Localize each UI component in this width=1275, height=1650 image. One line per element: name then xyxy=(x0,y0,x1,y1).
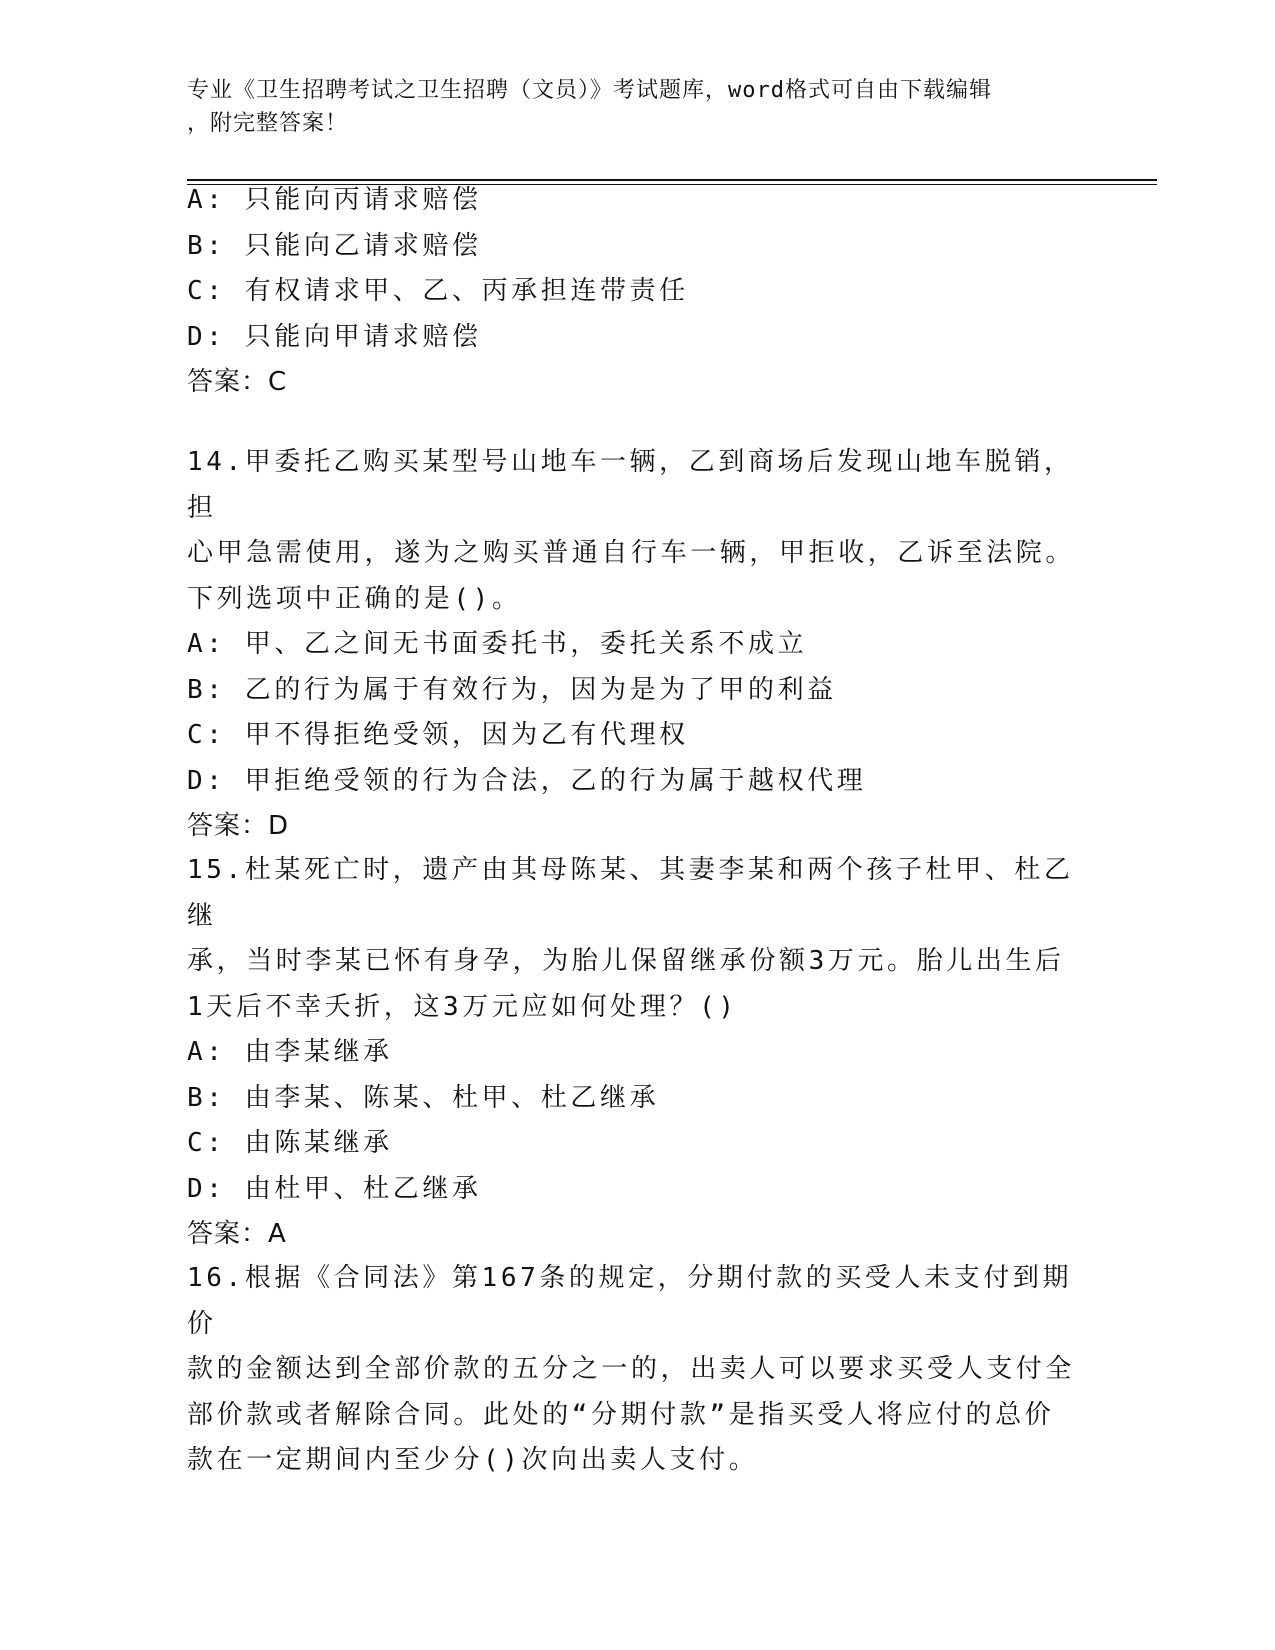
header-line-2: ，附完整答案！ xyxy=(187,111,349,136)
option-a xyxy=(187,622,1087,668)
option-letter: D: xyxy=(187,765,226,796)
option-text: 只能向乙请求赔偿 xyxy=(244,230,482,261)
question-line: 心甲急需使用，遂为之购买普通自行车一辆，甲拒收，乙诉至法院。 xyxy=(187,538,1076,568)
option-d xyxy=(187,1167,1087,1213)
question-line: 款在一定期间内至少分()次向出卖人支付。 xyxy=(187,1445,759,1475)
question-line: 部价款或者解除合同。此处的“分期付款”是指买受人将应付的总价 xyxy=(187,1399,1055,1430)
answer-line: 答案：D xyxy=(187,811,290,841)
option-text: 由李某继承 xyxy=(244,1037,393,1067)
question-15 xyxy=(187,848,1087,1258)
option-letter: D: xyxy=(187,1173,226,1204)
option-text: 甲不得拒绝受领，因为乙有代理权 xyxy=(244,720,689,750)
option-text: 只能向甲请求赔偿 xyxy=(244,321,482,352)
option-c xyxy=(187,1121,1087,1167)
question-line: 14.甲委托乙购买某型号山地车一辆，乙到商场后发现山地车脱销，担 xyxy=(187,447,1074,523)
question-text xyxy=(187,848,1087,1030)
question-line: 下列选项中正确的是()。 xyxy=(187,583,522,614)
option-text: 甲、乙之间无书面委托书，委托关系不成立 xyxy=(244,629,808,659)
document-header xyxy=(187,74,1067,140)
option-letter: A: xyxy=(187,185,226,215)
question-16 xyxy=(187,1256,1087,1484)
option-text: 由陈某继承 xyxy=(244,1128,393,1158)
option-text: 甲拒绝受领的行为合法，乙的行为属于越权代理 xyxy=(244,765,867,796)
option-letter: B: xyxy=(187,674,226,705)
header-line-1: 专业《卫生招聘考试之卫生招聘（文员）》考试题库，word格式可自由下载编辑 xyxy=(187,78,992,103)
option-d xyxy=(187,759,1087,805)
question-text xyxy=(187,1256,1087,1484)
option-letter: C: xyxy=(187,276,226,306)
option-c xyxy=(187,269,1087,315)
option-d xyxy=(187,315,1087,361)
option-text: 有权请求甲、乙、丙承担连带责任 xyxy=(244,276,689,306)
option-letter: B: xyxy=(187,1082,226,1113)
option-a xyxy=(187,1030,1087,1076)
option-b xyxy=(187,1076,1087,1122)
question-text xyxy=(187,440,1087,622)
answer-line: 答案：A xyxy=(187,1219,287,1249)
question-line: 1天后不幸夭折，这3万元应如何处理？() xyxy=(187,991,738,1022)
option-a xyxy=(187,178,1087,224)
question-13-continued xyxy=(187,178,1087,406)
question-line: 承，当时李某已怀有身孕，为胎儿保留继承份额3万元。胎儿出生后 xyxy=(187,946,1065,976)
question-line: 15.杜某死亡时，遗产由其母陈某、其妻李某和两个孩子杜甲、杜乙继 xyxy=(187,855,1074,931)
option-text: 由杜甲、杜乙继承 xyxy=(244,1173,482,1204)
option-letter: C: xyxy=(187,720,226,750)
option-b xyxy=(187,668,1087,714)
option-c xyxy=(187,713,1087,759)
option-b xyxy=(187,224,1087,270)
option-letter: A: xyxy=(187,629,226,659)
option-letter: C: xyxy=(187,1128,226,1158)
option-text: 由李某、陈某、杜甲、杜乙继承 xyxy=(244,1082,660,1113)
option-text: 乙的行为属于有效行为，因为是为了甲的利益 xyxy=(244,674,837,705)
question-14 xyxy=(187,440,1087,850)
question-line: 款的金额达到全部价款的五分之一的，出卖人可以要求买受人支付全 xyxy=(187,1354,1076,1384)
option-letter: D: xyxy=(187,321,226,352)
option-text: 只能向丙请求赔偿 xyxy=(244,185,482,215)
option-letter: A: xyxy=(187,1037,226,1067)
answer-line: 答案：C xyxy=(187,367,288,397)
option-letter: B: xyxy=(187,230,226,261)
question-line: 16.根据《合同法》第167条的规定，分期付款的买受人未支付到期价 xyxy=(187,1263,1073,1339)
